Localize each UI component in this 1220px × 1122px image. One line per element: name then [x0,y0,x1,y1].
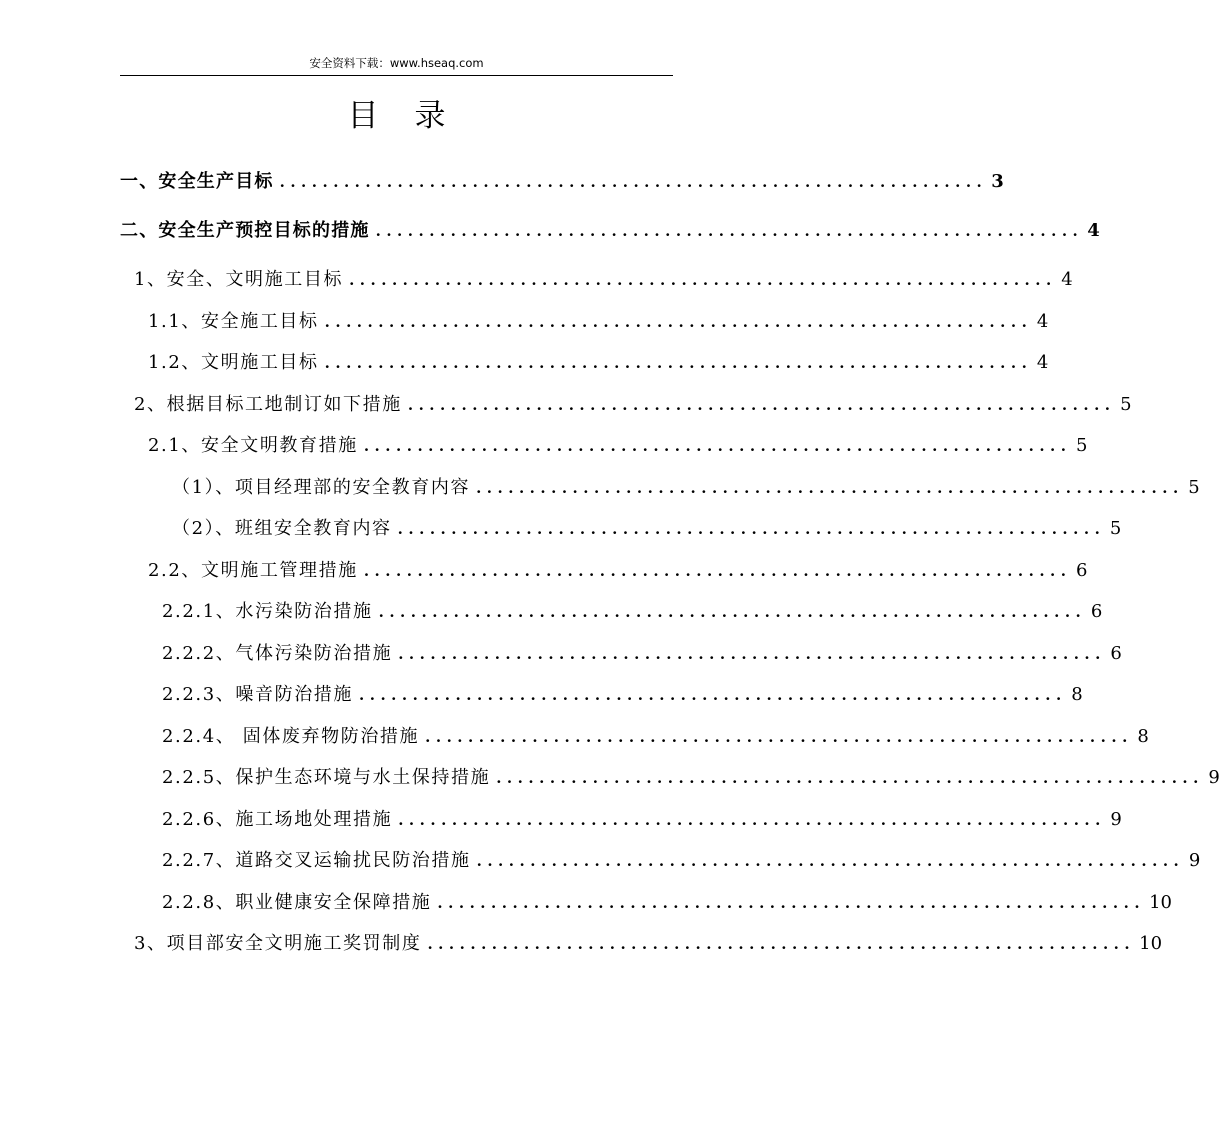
toc-page-number: 5 [1188,477,1200,498]
toc-entry-level2[interactable] [134,930,1163,958]
toc-entry-label: 2.2.6、施工场地处理措施 [162,809,393,830]
toc-entry-level2[interactable] [134,266,1073,294]
title-char-2: 录 [414,98,446,134]
toc-entry-level4[interactable] [162,889,1172,917]
toc-entry-label: 2.2、文明施工管理措施 [148,560,358,581]
toc-leader-dots: .................................................................. [398,645,1106,663]
toc-entry-label: 2.2.4、 固体废弃物防治措施 [162,726,420,747]
toc-page-number: 10 [1149,892,1172,913]
toc-page-number: 9 [1188,850,1201,871]
toc-entry-label: 2.2.7、道路交叉运输扰民防治措施 [162,850,471,871]
toc-page-number: 5 [1076,435,1088,456]
toc-page-number: 6 [1110,643,1122,664]
toc-page-number: 4 [1036,352,1049,373]
toc-leader-dots: .................................................................. [496,769,1204,787]
toc-entry-label: 1.1、安全施工目标 [148,311,319,332]
toc-entry-level4[interactable] [172,474,1200,502]
toc-page-number: 9 [1208,767,1220,788]
page-header: 安全资料下载：www.hseaq.com [309,56,484,70]
toc-leader-dots: .................................................................. [363,437,1072,455]
toc-entry-level1[interactable] [120,168,1004,196]
toc-leader-dots: .................................................................. [363,562,1072,580]
toc-page-number: 4 [1061,269,1073,290]
toc-leader-dots: .................................................................. [324,313,1033,331]
toc-page-number: 4 [1087,220,1100,241]
toc-leader-dots: .................................................................. [398,811,1106,829]
toc-entry-level4[interactable] [162,681,1083,709]
toc-page-number: 6 [1090,601,1103,622]
toc-page-number: 5 [1109,518,1122,539]
toc-entry-label: 2、根据目标工地制订如下措施 [134,394,402,415]
toc-entry-label: 一、安全生产目标 [120,171,274,192]
toc-page-number: 8 [1137,726,1149,747]
toc-entry-level4[interactable] [162,640,1122,668]
toc-page-number: 5 [1120,394,1132,415]
toc-entry-label: （2）、班组安全教育内容 [172,518,392,539]
toc-leader-dots: .................................................................. [427,935,1136,953]
toc-entry-label: 2.1、安全文明教育措施 [148,435,358,456]
toc-entry-label: 2.2.1、水污染防治措施 [162,601,373,622]
toc-entry-level4[interactable] [162,806,1122,834]
toc-entry-label: 2.2.3、噪音防治措施 [162,684,353,705]
toc-entry-level3[interactable] [148,349,1049,377]
toc-leader-dots: .................................................................. [324,354,1033,372]
toc-leader-dots: .................................................................. [425,728,1133,746]
toc-entry-level4[interactable] [162,847,1201,875]
toc-leader-dots: .................................................................. [349,271,1057,289]
toc-entry-label: （1）、项目经理部的安全教育内容 [172,477,471,498]
toc-entry-label: 2.2.2、气体污染防治措施 [162,643,393,664]
toc-leader-dots: .................................................................. [476,852,1185,870]
toc-entry-level4[interactable] [162,598,1103,626]
toc-page-number: 9 [1110,809,1122,830]
toc-entry-label: 1.2、文明施工目标 [148,352,319,373]
toc-leader-dots: .................................................................. [359,686,1067,704]
toc-entry-level3[interactable] [148,308,1049,336]
toc-leader-dots: .................................................................. [375,222,1084,240]
toc-leader-dots: .................................................................. [279,173,988,191]
toc-entry-label: 1、安全、文明施工目标 [134,269,344,290]
toc-page-number: 10 [1139,933,1163,954]
toc-leader-dots: .................................................................. [397,520,1106,538]
title-char-1: 目 [347,98,379,134]
toc-leader-dots: .................................................................. [476,479,1184,497]
toc-entry-label: 3、项目部安全文明施工奖罚制度 [134,933,422,954]
toc-entry-level3[interactable] [148,557,1088,585]
toc-page-number: 4 [1036,311,1049,332]
toc-entry-level4[interactable] [162,764,1220,792]
toc-leader-dots: .................................................................. [437,894,1146,912]
toc-entry-label: 2.2.8、职业健康安全保障措施 [162,892,432,913]
toc-entry-level3[interactable] [148,432,1088,460]
toc-entry-level4[interactable] [162,723,1149,751]
toc-entry-level4[interactable] [172,515,1122,543]
toc-leader-dots: .................................................................. [407,396,1116,414]
toc-entry-label: 二、安全生产预控目标的措施 [120,220,370,241]
toc-page-number: 6 [1076,560,1088,581]
toc-entry-level1[interactable] [120,217,1100,245]
toc-entry-level2[interactable] [134,391,1132,419]
toc-page-number: 8 [1071,684,1083,705]
toc-page-number: 3 [991,171,1004,192]
toc-entry-label: 2.2.5、保护生态环境与水土保持措施 [162,767,491,788]
toc-leader-dots: .................................................................. [378,603,1087,621]
